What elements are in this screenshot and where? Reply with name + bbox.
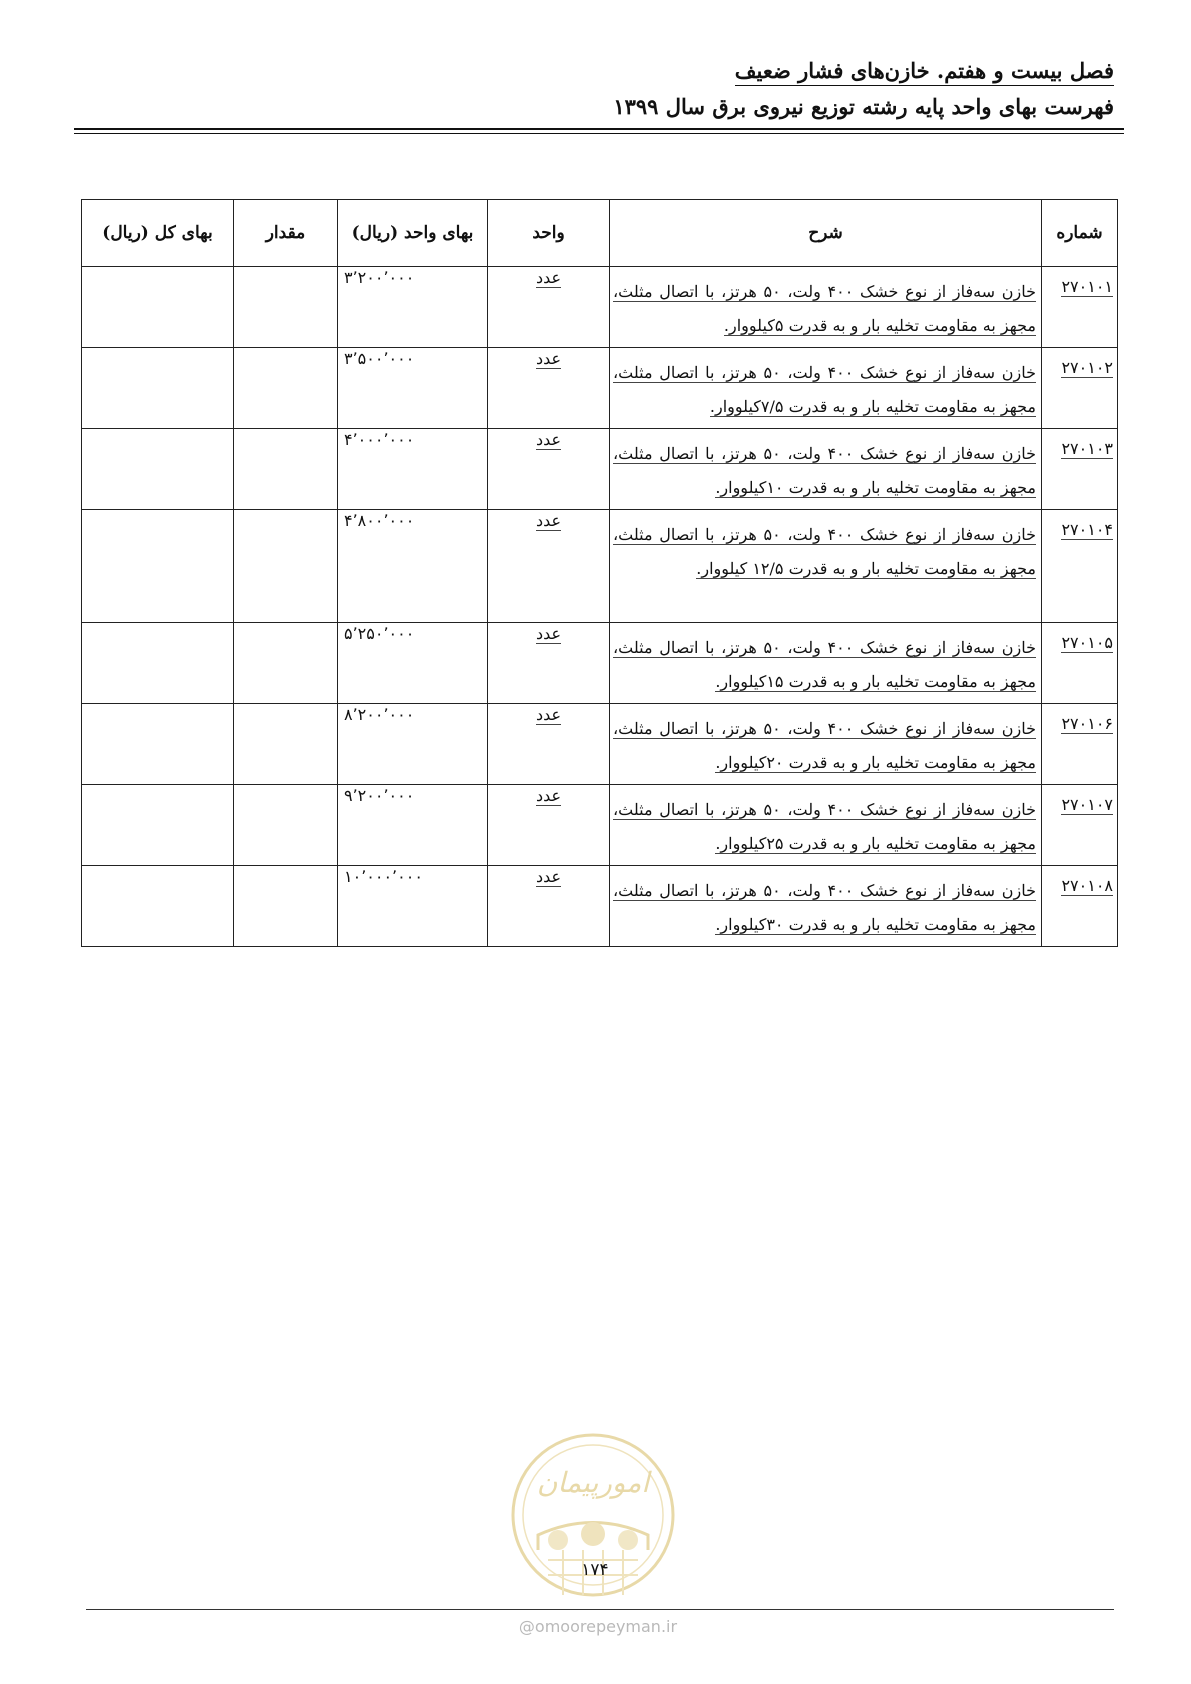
row-unit-price: ۳٬۵۰۰٬۰۰۰ <box>338 348 488 429</box>
row-total <box>82 510 234 623</box>
header-quantity: مقدار <box>234 200 338 267</box>
row-unit: عدد <box>535 349 562 368</box>
watermark-hand-icon <box>618 1530 638 1550</box>
row-code: ۲۷۰۱۰۷ <box>1061 795 1113 814</box>
watermark-script: امورپیمان <box>536 1466 650 1499</box>
table-row <box>82 267 1118 348</box>
row-total <box>82 348 234 429</box>
row-total <box>82 267 234 348</box>
header-code: شماره <box>1042 200 1118 267</box>
row-unit: عدد <box>535 705 562 724</box>
row-description: خازن سه‌فاز از نوع خشک ۴۰۰ ولت، ۵۰ هرتز، با اتصال مثلث، مجهز به مقاومت تخلیه بار و به قدرت ۲۵کیلووار. <box>613 800 1036 853</box>
row-quantity <box>234 704 338 785</box>
price-table <box>81 199 1118 947</box>
row-unit-price: ۸٬۲۰۰٬۰۰۰ <box>338 704 488 785</box>
row-code: ۲۷۰۱۰۴ <box>1061 520 1113 539</box>
header-unit: واحد <box>488 200 610 267</box>
document-subtitle: فهرست بهای واحد پایه رشته توزیع نیروی برق سال ۱۳۹۹ <box>613 94 1114 119</box>
row-quantity <box>234 429 338 510</box>
row-total <box>82 866 234 947</box>
page-number: ۱۷۴ <box>581 1560 609 1580</box>
row-total <box>82 704 234 785</box>
row-unit: عدد <box>535 867 562 886</box>
row-unit: عدد <box>535 430 562 449</box>
row-description: خازن سه‌فاز از نوع خشک ۴۰۰ ولت، ۵۰ هرتز، با اتصال مثلث، مجهز به مقاومت تخلیه بار و به قدرت ۱۵کیلووار. <box>613 638 1036 691</box>
row-code: ۲۷۰۱۰۱ <box>1061 277 1113 296</box>
table-row <box>82 704 1118 785</box>
row-code: ۲۷۰۱۰۶ <box>1061 714 1113 733</box>
row-quantity <box>234 623 338 704</box>
row-total <box>82 623 234 704</box>
row-unit-price: ۴٬۸۰۰٬۰۰۰ <box>338 510 488 623</box>
header-unit-price: بهای واحد (ریال) <box>338 200 488 267</box>
footer-rule <box>86 1609 1114 1610</box>
row-quantity <box>234 785 338 866</box>
website-watermark: @omoorepeyman.ir <box>518 1617 678 1636</box>
row-description: خازن سه‌فاز از نوع خشک ۴۰۰ ولت، ۵۰ هرتز، با اتصال مثلث، مجهز به مقاومت تخلیه بار و به قدرت ۵کیلووار. <box>613 282 1036 335</box>
table-header-row <box>82 200 1118 267</box>
row-description: خازن سه‌فاز از نوع خشک ۴۰۰ ولت، ۵۰ هرتز، با اتصال مثلث، مجهز به مقاومت تخلیه بار و به قدرت ۲۰کیلووار. <box>613 719 1036 772</box>
row-unit-price: ۴٬۰۰۰٬۰۰۰ <box>338 429 488 510</box>
table-row <box>82 785 1118 866</box>
row-quantity <box>234 866 338 947</box>
table-row <box>82 348 1118 429</box>
row-unit: عدد <box>535 268 562 287</box>
row-description: خازن سه‌فاز از نوع خشک ۴۰۰ ولت، ۵۰ هرتز، با اتصال مثلث، مجهز به مقاومت تخلیه بار و به قدرت ۷/۵کیلووار. <box>613 363 1036 416</box>
row-unit: عدد <box>535 624 562 643</box>
row-unit: عدد <box>535 511 562 530</box>
row-description: خازن سه‌فاز از نوع خشک ۴۰۰ ولت، ۵۰ هرتز، با اتصال مثلث، مجهز به مقاومت تخلیه بار و به قدرت ۱۲/۵ کیلووار. <box>613 525 1036 578</box>
row-total <box>82 429 234 510</box>
table-row <box>82 623 1118 704</box>
row-code: ۲۷۰۱۰۲ <box>1061 358 1113 377</box>
watermark-logo <box>508 1430 678 1620</box>
row-unit-price: ۵٬۲۵۰٬۰۰۰ <box>338 623 488 704</box>
row-code: ۲۷۰۱۰۳ <box>1061 439 1113 458</box>
table-row <box>82 866 1118 947</box>
watermark-person-icon <box>581 1522 605 1546</box>
header-description: شرح <box>610 200 1042 267</box>
header-rule-thin <box>74 133 1124 134</box>
chapter-title: فصل بیست و هفتم. خازن‌های فشار ضعیف <box>735 58 1114 86</box>
header-rule-thick <box>74 128 1124 130</box>
header-total-price: بهای کل (ریال) <box>82 200 234 267</box>
row-unit-price: ۱۰٬۰۰۰٬۰۰۰ <box>338 866 488 947</box>
row-code: ۲۷۰۱۰۵ <box>1061 633 1113 652</box>
page-header <box>74 58 1114 119</box>
row-quantity <box>234 348 338 429</box>
table-row <box>82 510 1118 623</box>
table-row <box>82 429 1118 510</box>
watermark-scale-icon <box>548 1530 568 1550</box>
row-description: خازن سه‌فاز از نوع خشک ۴۰۰ ولت، ۵۰ هرتز، با اتصال مثلث، مجهز به مقاومت تخلیه بار و به قدرت ۳۰کیلووار. <box>613 881 1036 934</box>
row-description: خازن سه‌فاز از نوع خشک ۴۰۰ ولت، ۵۰ هرتز، با اتصال مثلث، مجهز به مقاومت تخلیه بار و به قدرت ۱۰کیلووار. <box>613 444 1036 497</box>
row-unit: عدد <box>535 786 562 805</box>
row-quantity <box>234 267 338 348</box>
row-code: ۲۷۰۱۰۸ <box>1061 876 1113 895</box>
row-unit-price: ۳٬۲۰۰٬۰۰۰ <box>338 267 488 348</box>
row-unit-price: ۹٬۲۰۰٬۰۰۰ <box>338 785 488 866</box>
row-total <box>82 785 234 866</box>
row-quantity <box>234 510 338 623</box>
